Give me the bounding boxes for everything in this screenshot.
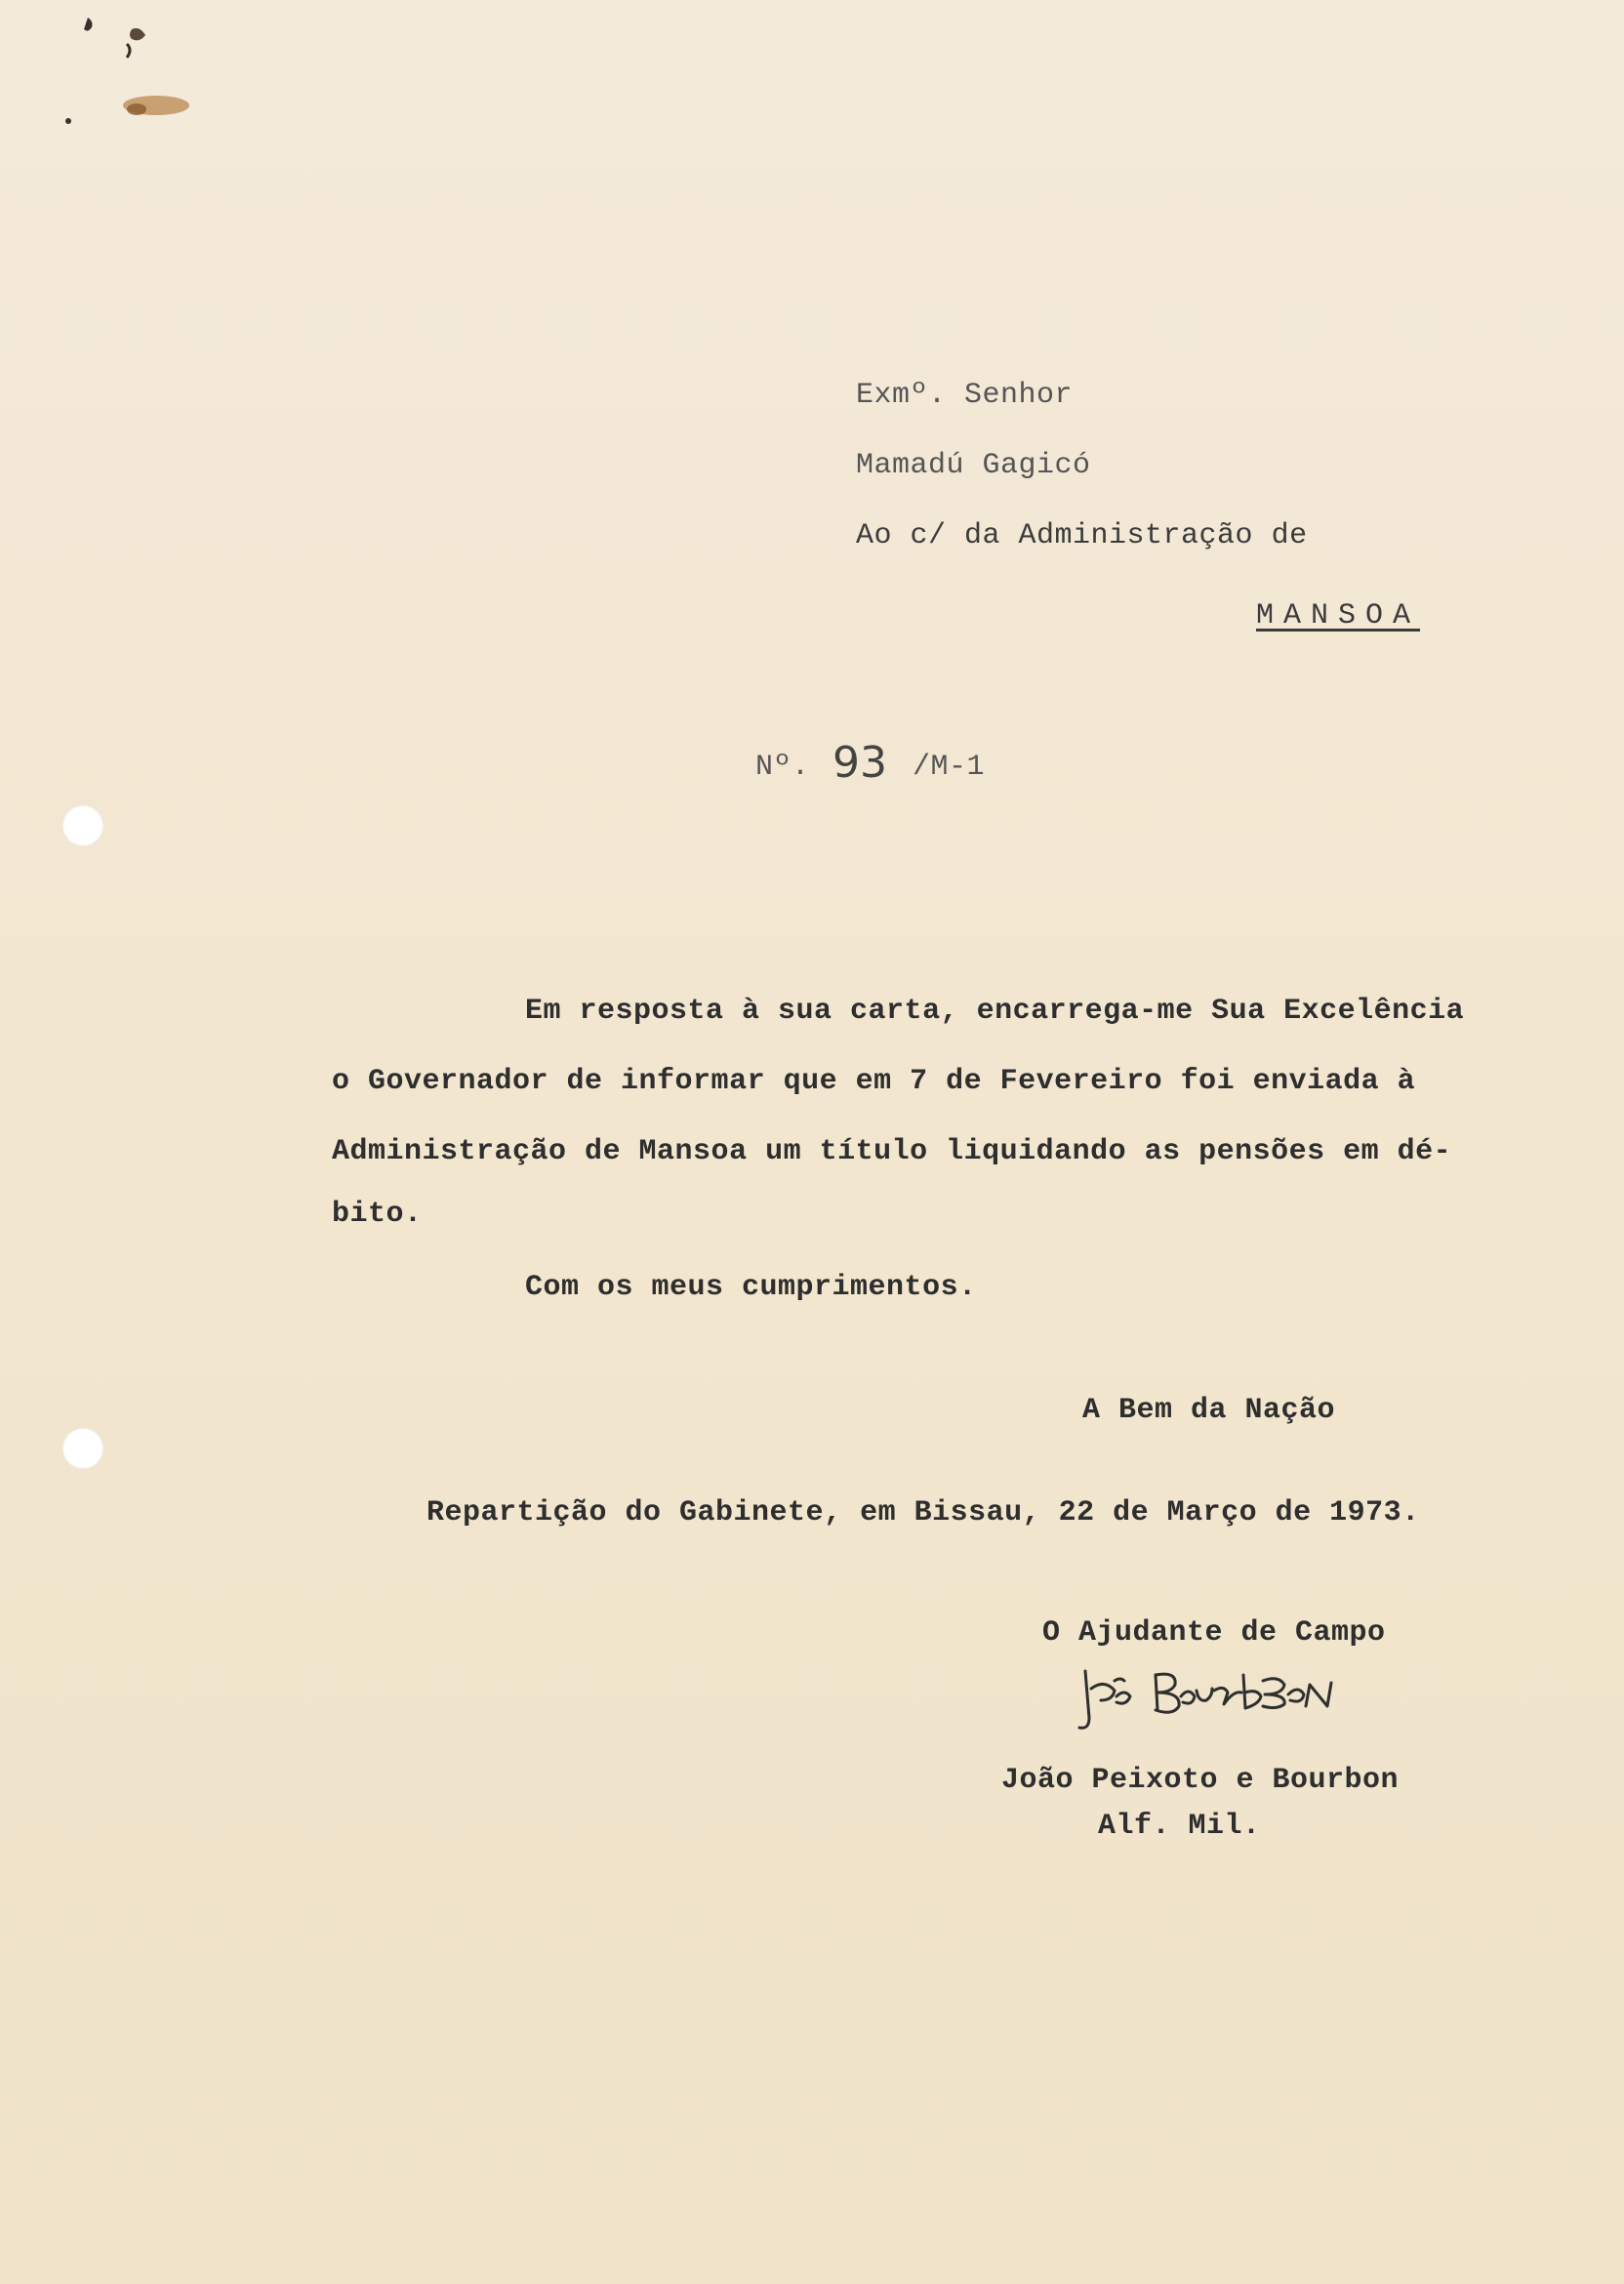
address-name: Mamadú Gagicó: [856, 449, 1091, 482]
address-place: MANSOA: [1256, 599, 1421, 632]
reference-number: 93: [832, 738, 887, 788]
rust-stain-icon: [59, 0, 195, 137]
address-salutation: Exmº. Senhor: [856, 379, 1074, 412]
handwritten-signature: [1072, 1661, 1364, 1739]
sign-off-motto: A Bem da Nação: [1082, 1394, 1336, 1427]
body-line-4: bito.: [332, 1198, 423, 1231]
signer-name: João Peixoto e Bourbon: [1001, 1764, 1400, 1797]
reference-suffix: /M-1: [913, 751, 986, 784]
body-closing: Com os meus cumprimentos.: [525, 1271, 977, 1304]
body-line-1: Em resposta à sua carta, encarrega-me Sua Excelência: [525, 995, 1465, 1028]
body-line-3: Administração de Mansoa um título liquidando as pensões em dé-: [332, 1135, 1452, 1168]
sign-off-role: O Ajudante de Campo: [1042, 1616, 1386, 1650]
punch-hole-top: [62, 805, 103, 846]
address-care-of: Ao c/ da Administração de: [856, 519, 1308, 552]
punch-hole-bottom: [62, 1428, 103, 1469]
sign-off-place-date: Repartição do Gabinete, em Bissau, 22 de Março de 1973.: [426, 1496, 1420, 1529]
body-line-2: o Governador de informar que em 7 de Fevereiro foi enviada à: [332, 1065, 1416, 1098]
reference-prefix: Nº.: [755, 751, 810, 784]
signer-rank: Alf. Mil.: [1098, 1810, 1261, 1843]
